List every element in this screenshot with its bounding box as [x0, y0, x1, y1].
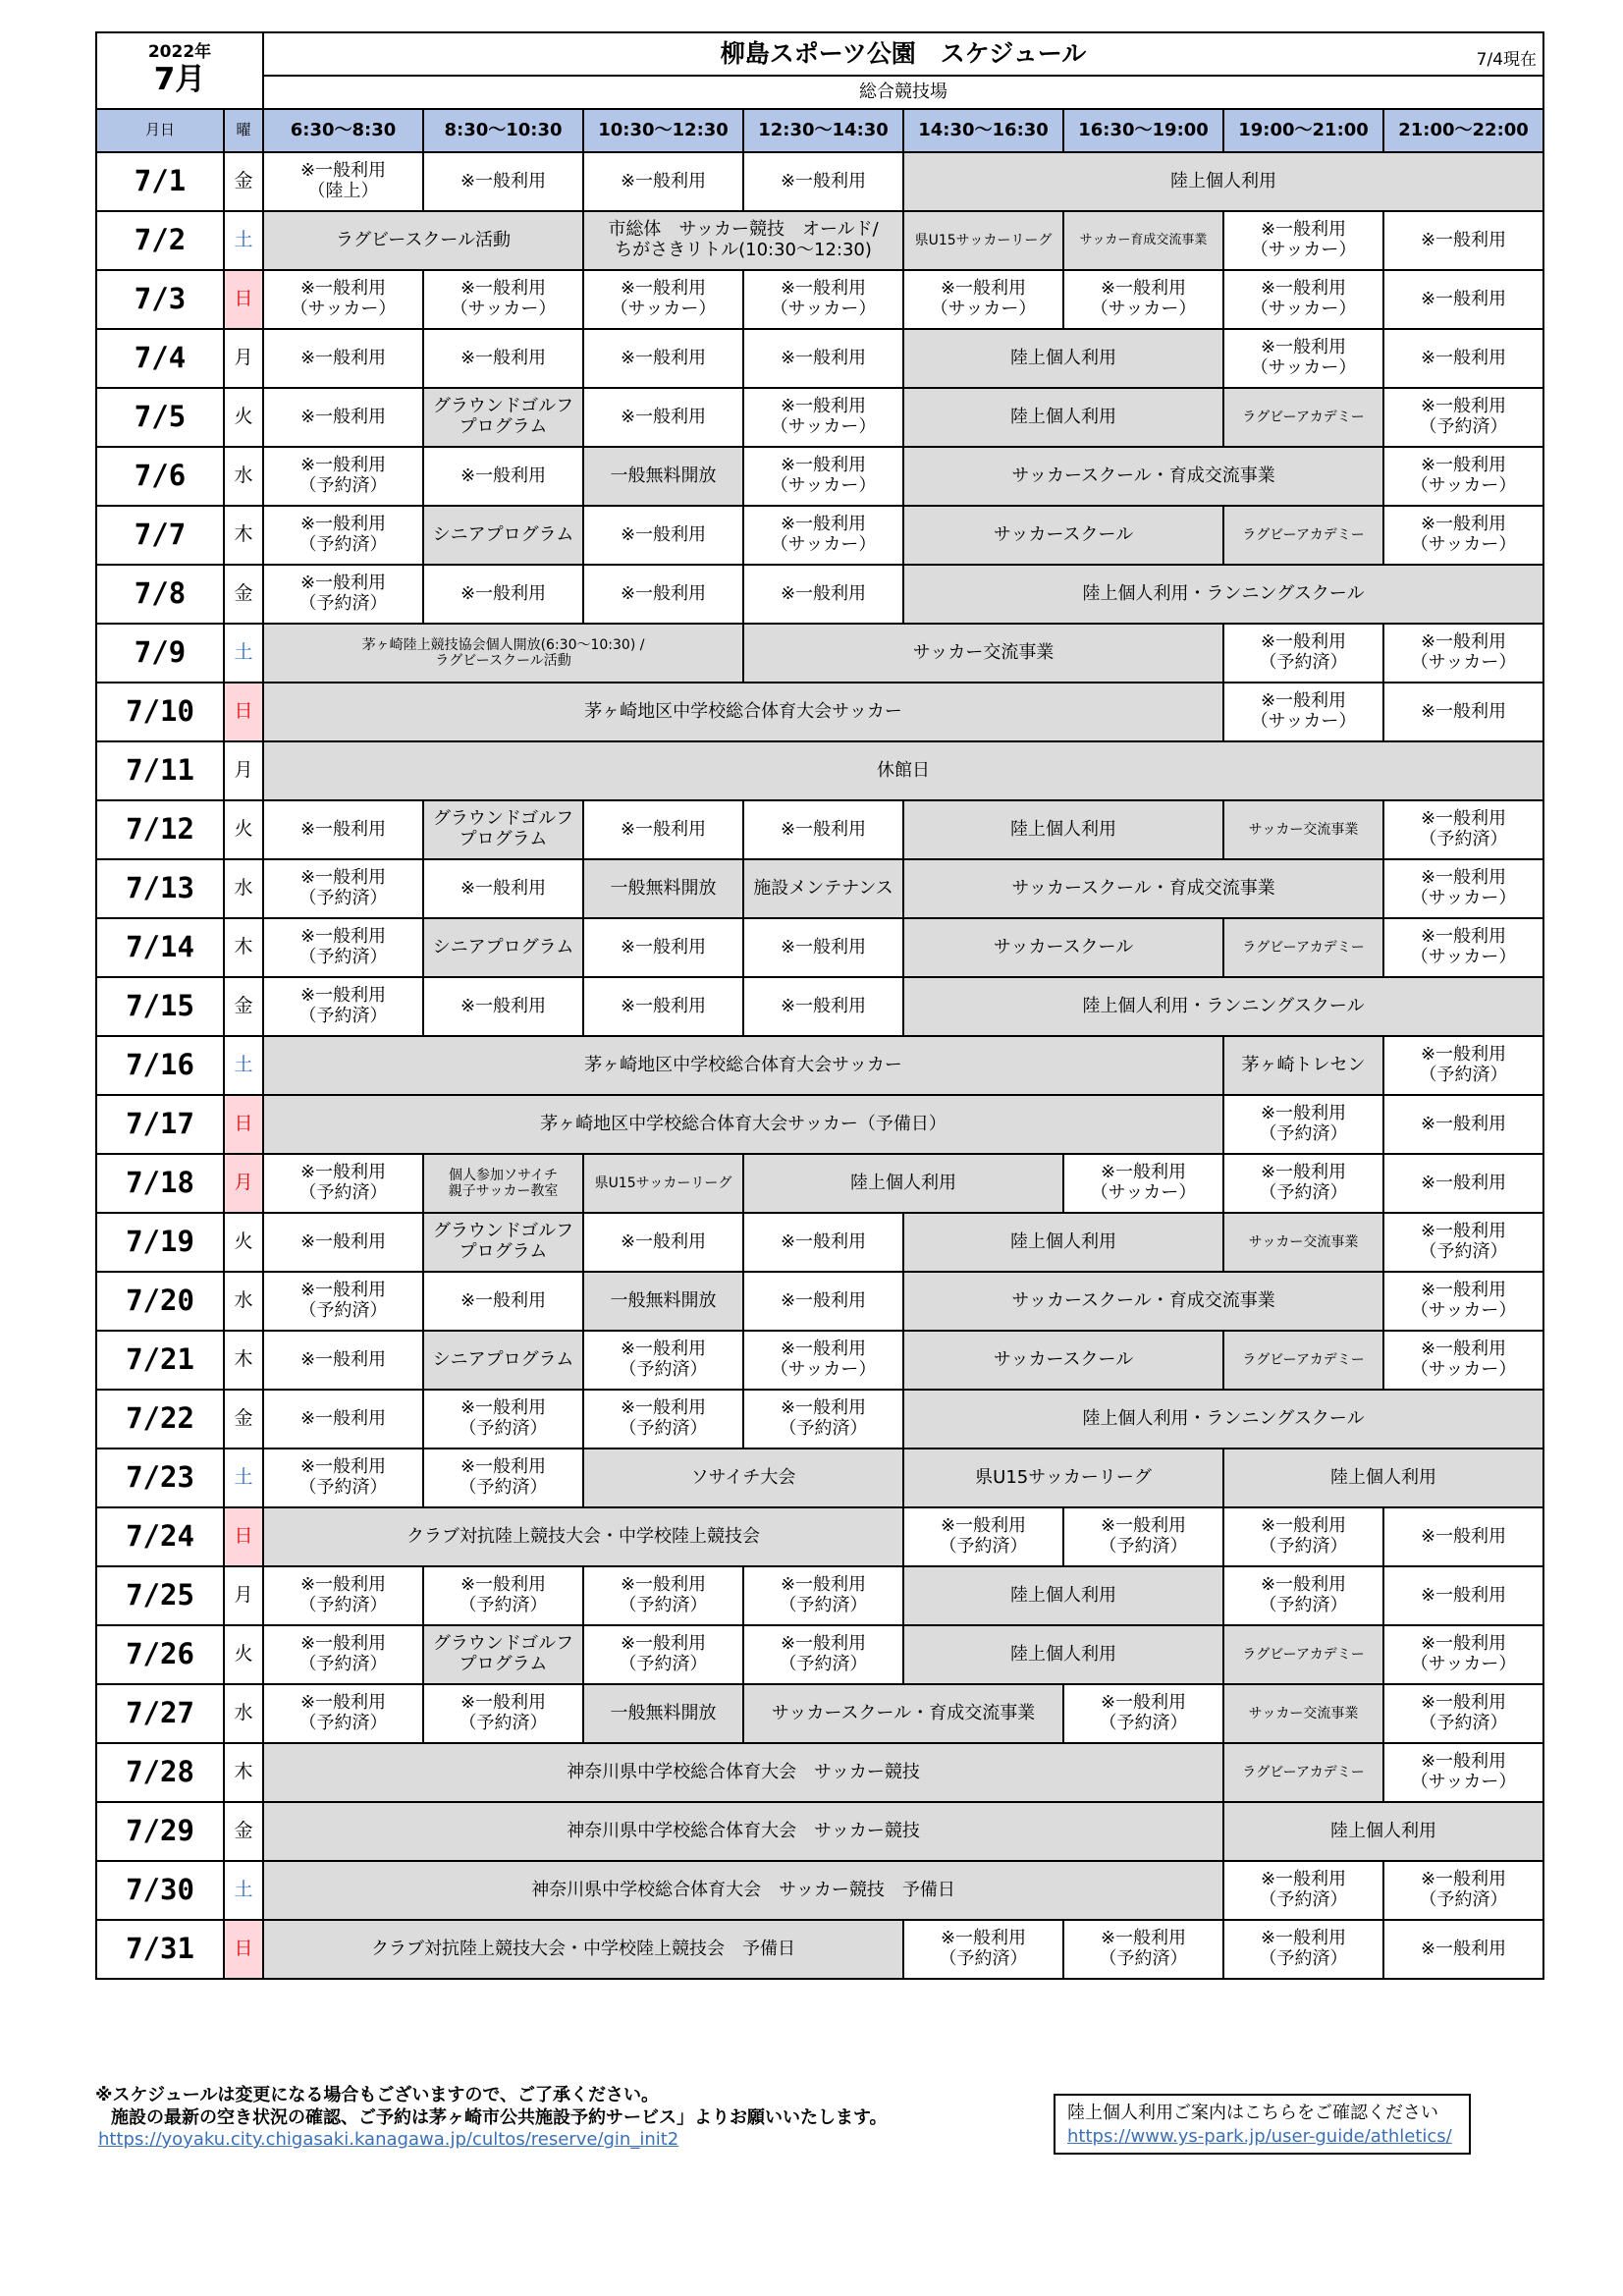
general-use-cell: ※一般利用	[1383, 329, 1543, 388]
general-use-cell: ※一般利用	[743, 565, 903, 624]
row-date: 7/24	[96, 1507, 224, 1566]
row-date: 7/23	[96, 1449, 224, 1507]
event-cell: 県U15サッカーリーグ	[903, 1449, 1223, 1507]
general-use-cell: ※一般利用 （予約済）	[1223, 1566, 1383, 1625]
event-cell: ソサイチ大会	[583, 1449, 903, 1507]
row-day-of-week: 火	[224, 1625, 263, 1684]
general-use-cell: ※一般利用	[423, 447, 583, 506]
general-use-cell: ※一般利用 （サッカー）	[743, 447, 903, 506]
row-date: 7/29	[96, 1802, 224, 1861]
general-use-cell: ※一般利用 （サッカー）	[743, 1331, 903, 1390]
general-use-cell: ※一般利用 （予約済）	[263, 1154, 423, 1213]
event-cell: サッカー育成交流事業	[1063, 211, 1223, 270]
row-day-of-week: 木	[224, 506, 263, 565]
general-use-cell: ※一般利用 （予約済）	[1063, 1684, 1223, 1743]
event-cell: ラグビーアカデミー	[1223, 918, 1383, 977]
event-cell: サッカー交流事業	[1223, 800, 1383, 859]
general-use-cell: ※一般利用 （サッカー）	[1383, 447, 1543, 506]
general-use-cell: ※一般利用	[743, 329, 903, 388]
general-use-cell: ※一般利用	[743, 1213, 903, 1272]
general-use-cell: ※一般利用	[1383, 1566, 1543, 1625]
event-cell: 陸上個人利用	[903, 1213, 1223, 1272]
row-date: 7/11	[96, 741, 224, 800]
event-cell: クラブ対抗陸上競技大会・中学校陸上競技会 予備日	[263, 1920, 903, 1979]
general-use-cell: ※一般利用 （サッカー）	[1063, 1154, 1223, 1213]
general-use-cell: ※一般利用 （サッカー）	[423, 270, 583, 329]
row-date: 7/15	[96, 977, 224, 1036]
general-use-cell: ※一般利用	[263, 329, 423, 388]
general-use-cell: ※一般利用 （予約済）	[583, 1625, 743, 1684]
general-use-cell: ※一般利用	[743, 800, 903, 859]
general-use-cell: ※一般利用	[743, 152, 903, 211]
general-use-cell: ※一般利用 （予約済）	[263, 1625, 423, 1684]
page-title-cell	[263, 32, 1543, 76]
general-use-cell: ※一般利用 （予約済）	[743, 1566, 903, 1625]
row-date: 7/20	[96, 1272, 224, 1331]
general-use-cell: ※一般利用 （予約済）	[423, 1566, 583, 1625]
general-use-cell: ※一般利用 （サッカー）	[1383, 1625, 1543, 1684]
general-use-cell: ※一般利用 （予約済）	[263, 1566, 423, 1625]
row-date: 7/4	[96, 329, 224, 388]
table-row	[96, 683, 1543, 741]
info-text: 陸上個人利用ご案内はこちらをご確認ください	[1067, 2103, 1438, 2123]
row-date: 7/14	[96, 918, 224, 977]
general-use-cell: ※一般利用 （予約済）	[423, 1684, 583, 1743]
general-use-cell: ※一般利用 （予約済）	[263, 1272, 423, 1331]
general-use-cell: ※一般利用 （予約済）	[1383, 388, 1543, 447]
general-use-cell: ※一般利用	[263, 1331, 423, 1390]
event-cell: サッカースクール・育成交流事業	[903, 447, 1383, 506]
table-row	[96, 329, 1543, 388]
general-use-cell: ※一般利用	[1383, 270, 1543, 329]
general-use-cell: ※一般利用 （予約済）	[1223, 1861, 1383, 1920]
page-title: 柳島スポーツ公園 スケジュール	[720, 38, 1087, 68]
event-cell: サッカースクール	[903, 918, 1223, 977]
row-date: 7/6	[96, 447, 224, 506]
table-row	[96, 270, 1543, 329]
event-cell: グラウンドゴルフ プログラム	[423, 388, 583, 447]
general-use-cell: ※一般利用	[423, 565, 583, 624]
row-day-of-week: 水	[224, 1684, 263, 1743]
general-use-cell: ※一般利用 （サッカー）	[1383, 918, 1543, 977]
event-cell: 一般無料開放	[583, 859, 743, 918]
row-date: 7/30	[96, 1861, 224, 1920]
event-cell: クラブ対抗陸上競技大会・中学校陸上競技会	[263, 1507, 903, 1566]
row-day-of-week: 日	[224, 683, 263, 741]
col-header-slot: 16:30～19:00	[1063, 109, 1223, 152]
general-use-cell: ※一般利用	[423, 329, 583, 388]
row-date: 7/17	[96, 1095, 224, 1154]
event-cell: サッカースクール	[903, 1331, 1223, 1390]
general-use-cell: ※一般利用 （予約済）	[1223, 1920, 1383, 1979]
table-row	[96, 388, 1543, 447]
event-cell: 陸上個人利用・ランニングスクール	[903, 1390, 1543, 1449]
general-use-cell: ※一般利用 （予約済）	[1063, 1920, 1223, 1979]
table-row	[96, 1566, 1543, 1625]
event-cell: サッカースクール・育成交流事業	[743, 1684, 1063, 1743]
general-use-cell: ※一般利用	[743, 1272, 903, 1331]
col-header-slot: 21:00～22:00	[1383, 109, 1543, 152]
col-header-slot: 10:30～12:30	[583, 109, 743, 152]
general-use-cell: ※一般利用	[583, 1213, 743, 1272]
general-use-cell: ※一般利用	[1383, 683, 1543, 741]
row-date: 7/19	[96, 1213, 224, 1272]
general-use-cell: ※一般利用 （予約済）	[743, 1390, 903, 1449]
row-day-of-week: 火	[224, 388, 263, 447]
row-day-of-week: 月	[224, 741, 263, 800]
row-date: 7/16	[96, 1036, 224, 1095]
event-cell: グラウンドゴルフ プログラム	[423, 1213, 583, 1272]
general-use-cell: ※一般利用 （サッカー）	[1383, 859, 1543, 918]
athletics-info-box	[1054, 2094, 1471, 2155]
event-cell: サッカースクール	[903, 506, 1223, 565]
general-use-cell: ※一般利用 （予約済）	[263, 977, 423, 1036]
general-use-cell: ※一般利用	[1383, 1920, 1543, 1979]
table-row	[96, 506, 1543, 565]
general-use-cell: ※一般利用 （サッカー）	[1223, 211, 1383, 270]
row-day-of-week: 土	[224, 624, 263, 683]
table-row	[96, 1507, 1543, 1566]
general-use-cell: ※一般利用 （サッカー）	[263, 270, 423, 329]
event-cell: 陸上個人利用	[1223, 1449, 1543, 1507]
row-date: 7/13	[96, 859, 224, 918]
row-date: 7/21	[96, 1331, 224, 1390]
row-day-of-week: 火	[224, 800, 263, 859]
general-use-cell: ※一般利用 （予約済）	[1223, 1154, 1383, 1213]
table-row	[96, 1095, 1543, 1154]
general-use-cell: ※一般利用 （陸上）	[263, 152, 423, 211]
event-cell: 茅ヶ崎地区中学校総合体育大会サッカー	[263, 1036, 1223, 1095]
row-day-of-week: 水	[224, 859, 263, 918]
event-cell: 一般無料開放	[583, 1272, 743, 1331]
general-use-cell: ※一般利用 （予約済）	[583, 1566, 743, 1625]
event-cell: 一般無料開放	[583, 1684, 743, 1743]
general-use-cell: ※一般利用 （予約済）	[263, 506, 423, 565]
event-cell: サッカー交流事業	[1223, 1213, 1383, 1272]
row-day-of-week: 水	[224, 1272, 263, 1331]
event-cell: ラグビーアカデミー	[1223, 1331, 1383, 1390]
general-use-cell: ※一般利用 （予約済）	[903, 1920, 1063, 1979]
table-row	[96, 1920, 1543, 1979]
event-cell: 一般無料開放	[583, 447, 743, 506]
general-use-cell: ※一般利用	[583, 800, 743, 859]
general-use-cell: ※一般利用 （予約済）	[263, 565, 423, 624]
general-use-cell: ※一般利用 （サッカー）	[1383, 1272, 1543, 1331]
row-day-of-week: 火	[224, 1213, 263, 1272]
row-day-of-week: 日	[224, 1507, 263, 1566]
table-row	[96, 800, 1543, 859]
month-label: 7月	[153, 61, 206, 97]
general-use-cell: ※一般利用 （予約済）	[263, 918, 423, 977]
general-use-cell: ※一般利用	[423, 859, 583, 918]
event-cell: 休館日	[263, 741, 1543, 800]
table-row	[96, 1802, 1543, 1861]
general-use-cell: ※一般利用 （サッカー）	[1383, 1743, 1543, 1802]
col-header-slot: 19:00～21:00	[1223, 109, 1383, 152]
event-cell: ラグビーアカデミー	[1223, 1625, 1383, 1684]
general-use-cell: ※一般利用	[263, 1390, 423, 1449]
general-use-cell: ※一般利用 （サッカー）	[1383, 624, 1543, 683]
table-row	[96, 1272, 1543, 1331]
table-row	[96, 1625, 1543, 1684]
general-use-cell: ※一般利用	[1383, 211, 1543, 270]
general-use-cell: ※一般利用	[423, 977, 583, 1036]
event-cell: 陸上個人利用	[903, 329, 1223, 388]
event-cell: サッカー交流事業	[1223, 1684, 1383, 1743]
row-day-of-week: 木	[224, 1331, 263, 1390]
general-use-cell: ※一般利用 （予約済）	[263, 859, 423, 918]
event-cell: シニアプログラム	[423, 1331, 583, 1390]
table-row	[96, 859, 1543, 918]
general-use-cell: ※一般利用	[423, 152, 583, 211]
row-day-of-week: 土	[224, 1861, 263, 1920]
general-use-cell: ※一般利用 （サッカー）	[1383, 506, 1543, 565]
event-cell: 茅ヶ崎地区中学校総合体育大会サッカー	[263, 683, 1223, 741]
event-cell: グラウンドゴルフ プログラム	[423, 800, 583, 859]
event-cell: 陸上個人利用	[903, 388, 1223, 447]
general-use-cell: ※一般利用 （サッカー）	[743, 388, 903, 447]
event-cell: 陸上個人利用	[903, 800, 1223, 859]
row-date: 7/12	[96, 800, 224, 859]
table-row	[96, 624, 1543, 683]
general-use-cell: ※一般利用 （予約済）	[1383, 1036, 1543, 1095]
table-row	[96, 1331, 1543, 1390]
event-cell: 茅ヶ崎トレセン	[1223, 1036, 1383, 1095]
general-use-cell: ※一般利用 （予約済）	[423, 1390, 583, 1449]
general-use-cell: ※一般利用	[583, 506, 743, 565]
row-date: 7/31	[96, 1920, 224, 1979]
general-use-cell: ※一般利用 （予約済）	[1063, 1507, 1223, 1566]
schedule-table	[95, 31, 1544, 1980]
general-use-cell: ※一般利用 （サッカー）	[1383, 1331, 1543, 1390]
general-use-cell: ※一般利用	[583, 329, 743, 388]
event-cell: 陸上個人利用	[903, 1625, 1223, 1684]
general-use-cell: ※一般利用 （予約済）	[903, 1507, 1063, 1566]
table-row	[96, 211, 1543, 270]
row-date: 7/9	[96, 624, 224, 683]
general-use-cell: ※一般利用 （予約済）	[263, 1449, 423, 1507]
general-use-cell: ※一般利用	[583, 152, 743, 211]
row-day-of-week: 月	[224, 329, 263, 388]
general-use-cell: ※一般利用 （予約済）	[1223, 1507, 1383, 1566]
row-date: 7/26	[96, 1625, 224, 1684]
venue-name: 総合競技場	[263, 76, 1543, 109]
row-day-of-week: 金	[224, 565, 263, 624]
event-cell: 陸上個人利用・ランニングスクール	[903, 977, 1543, 1036]
general-use-cell: ※一般利用 （サッカー）	[743, 506, 903, 565]
event-cell: 陸上個人利用	[1223, 1802, 1543, 1861]
table-row	[96, 1449, 1543, 1507]
row-day-of-week: 金	[224, 1390, 263, 1449]
table-row	[96, 1861, 1543, 1920]
table-row	[96, 152, 1543, 211]
event-cell: 県U15サッカーリーグ	[583, 1154, 743, 1213]
general-use-cell: ※一般利用 （予約済）	[1223, 1095, 1383, 1154]
row-day-of-week: 土	[224, 211, 263, 270]
row-date: 7/27	[96, 1684, 224, 1743]
row-day-of-week: 木	[224, 918, 263, 977]
row-day-of-week: 金	[224, 977, 263, 1036]
row-day-of-week: 月	[224, 1154, 263, 1213]
general-use-cell: ※一般利用	[263, 800, 423, 859]
general-use-cell: ※一般利用	[1383, 1154, 1543, 1213]
event-cell: 神奈川県中学校総合体育大会 サッカー競技 予備日	[263, 1861, 1223, 1920]
event-cell: サッカースクール・育成交流事業	[903, 859, 1383, 918]
general-use-cell: ※一般利用 （サッカー）	[1063, 270, 1223, 329]
row-date: 7/3	[96, 270, 224, 329]
row-day-of-week: 日	[224, 1095, 263, 1154]
general-use-cell: ※一般利用 （予約済）	[1383, 1861, 1543, 1920]
row-date: 7/22	[96, 1390, 224, 1449]
table-row	[96, 565, 1543, 624]
athletics-guide-link[interactable]: https://www.ys-park.jp/user-guide/athletics/	[1067, 2126, 1452, 2148]
row-day-of-week: 土	[224, 1036, 263, 1095]
col-header-dow: 曜	[224, 109, 263, 152]
row-day-of-week: 水	[224, 447, 263, 506]
column-header-row	[96, 109, 1543, 152]
event-cell: グラウンドゴルフ プログラム	[423, 1625, 583, 1684]
general-use-cell: ※一般利用 （予約済）	[423, 1449, 583, 1507]
row-date: 7/18	[96, 1154, 224, 1213]
general-use-cell: ※一般利用	[743, 918, 903, 977]
row-date: 7/5	[96, 388, 224, 447]
general-use-cell: ※一般利用 （サッカー）	[1223, 683, 1383, 741]
general-use-cell: ※一般利用	[583, 977, 743, 1036]
event-cell: 陸上個人利用	[903, 1566, 1223, 1625]
general-use-cell: ※一般利用 （予約済）	[263, 447, 423, 506]
event-cell: 県U15サッカーリーグ	[903, 211, 1063, 270]
col-header-slot: 6:30～8:30	[263, 109, 423, 152]
event-cell: ラグビーアカデミー	[1223, 388, 1383, 447]
general-use-cell: ※一般利用	[263, 1213, 423, 1272]
event-cell: 施設メンテナンス	[743, 859, 903, 918]
col-header-slot: 14:30～16:30	[903, 109, 1063, 152]
general-use-cell: ※一般利用	[583, 918, 743, 977]
event-cell: 神奈川県中学校総合体育大会 サッカー競技	[263, 1743, 1223, 1802]
row-day-of-week: 金	[224, 152, 263, 211]
table-row	[96, 918, 1543, 977]
event-cell: シニアプログラム	[423, 918, 583, 977]
event-cell: 個人参加ソサイチ 親子サッカー教室	[423, 1154, 583, 1213]
general-use-cell: ※一般利用 （サッカー）	[743, 270, 903, 329]
event-cell: ラグビースクール活動	[263, 211, 583, 270]
event-cell: 陸上個人利用・ランニングスクール	[903, 565, 1543, 624]
row-day-of-week: 日	[224, 270, 263, 329]
row-day-of-week: 月	[224, 1566, 263, 1625]
general-use-cell: ※一般利用	[1383, 1507, 1543, 1566]
row-date: 7/10	[96, 683, 224, 741]
event-cell: ラグビーアカデミー	[1223, 506, 1383, 565]
event-cell: 陸上個人利用	[903, 152, 1543, 211]
general-use-cell: ※一般利用	[1383, 1095, 1543, 1154]
general-use-cell: ※一般利用	[743, 977, 903, 1036]
general-use-cell: ※一般利用 （サッカー）	[1223, 270, 1383, 329]
event-cell: ラグビーアカデミー	[1223, 1743, 1383, 1802]
general-use-cell: ※一般利用	[423, 1272, 583, 1331]
general-use-cell: ※一般利用 （サッカー）	[583, 270, 743, 329]
event-cell: サッカースクール・育成交流事業	[903, 1272, 1383, 1331]
note-change: ※スケジュールは変更になる場合もございますので、ご了承ください。	[95, 2085, 660, 2105]
general-use-cell: ※一般利用 （予約済）	[743, 1625, 903, 1684]
col-header-slot: 12:30～14:30	[743, 109, 903, 152]
table-row	[96, 1684, 1543, 1743]
year-label: 2022年	[147, 42, 212, 63]
reservation-link[interactable]: https://yoyaku.city.chigasaki.kanagawa.jp/cultos/reserve/gin_init2	[98, 2129, 679, 2150]
general-use-cell: ※一般利用 （予約済）	[1383, 1684, 1543, 1743]
event-cell: 陸上個人利用	[743, 1154, 1063, 1213]
row-day-of-week: 金	[224, 1802, 263, 1861]
event-cell: 茅ヶ崎地区中学校総合体育大会サッカー（予備日）	[263, 1095, 1223, 1154]
table-row	[96, 977, 1543, 1036]
event-cell: 神奈川県中学校総合体育大会 サッカー競技	[263, 1802, 1223, 1861]
event-cell: 茅ヶ崎陸上競技協会個人開放(6:30～10:30) / ラグビースクール活動	[263, 624, 743, 683]
event-cell: 市総体 サッカー競技 オールド/ ちがさきリトル(10:30～12:30)	[583, 211, 903, 270]
table-row	[96, 1154, 1543, 1213]
table-row	[96, 447, 1543, 506]
table-row	[96, 1390, 1543, 1449]
schedule-sheet	[95, 31, 1542, 1980]
general-use-cell: ※一般利用 （サッカー）	[903, 270, 1063, 329]
general-use-cell: ※一般利用 （予約済）	[1383, 1213, 1543, 1272]
col-header-date: 月日	[96, 109, 224, 152]
row-date: 7/1	[96, 152, 224, 211]
row-date: 7/8	[96, 565, 224, 624]
row-date: 7/7	[96, 506, 224, 565]
table-row	[96, 741, 1543, 800]
row-day-of-week: 木	[224, 1743, 263, 1802]
table-row	[96, 1743, 1543, 1802]
general-use-cell: ※一般利用 （予約済）	[1383, 800, 1543, 859]
general-use-cell: ※一般利用	[583, 565, 743, 624]
row-day-of-week: 日	[224, 1920, 263, 1979]
row-date: 7/2	[96, 211, 224, 270]
general-use-cell: ※一般利用 （サッカー）	[1223, 329, 1383, 388]
row-date: 7/25	[96, 1566, 224, 1625]
col-header-slot: 8:30～10:30	[423, 109, 583, 152]
general-use-cell: ※一般利用 （予約済）	[263, 1684, 423, 1743]
row-date: 7/28	[96, 1743, 224, 1802]
event-cell: シニアプログラム	[423, 506, 583, 565]
general-use-cell: ※一般利用 （予約済）	[583, 1331, 743, 1390]
as-of-date: 7/4現在	[1476, 50, 1538, 71]
general-use-cell: ※一般利用 （予約済）	[583, 1390, 743, 1449]
year-month-cell	[96, 32, 263, 109]
general-use-cell: ※一般利用	[263, 388, 423, 447]
note-reservation: 施設の最新の空き状況の確認、ご予約は茅ヶ崎市公共施設予約サービス」よりお願いいたします。	[111, 2107, 888, 2129]
event-cell: サッカー交流事業	[743, 624, 1223, 683]
table-row	[96, 1036, 1543, 1095]
general-use-cell: ※一般利用	[583, 388, 743, 447]
general-use-cell: ※一般利用 （予約済）	[1223, 624, 1383, 683]
footer-notes	[95, 2084, 888, 2130]
table-row	[96, 1213, 1543, 1272]
row-day-of-week: 土	[224, 1449, 263, 1507]
